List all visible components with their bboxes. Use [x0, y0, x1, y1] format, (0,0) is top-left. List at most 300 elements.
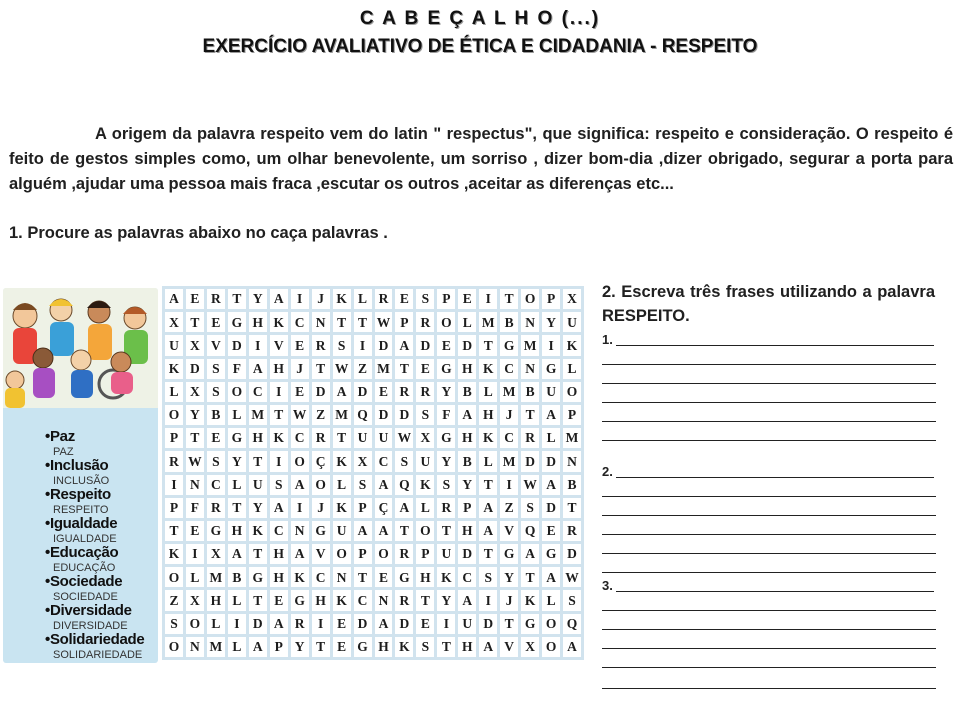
grid-cell[interactable]: H [270, 544, 288, 564]
grid-cell[interactable]: L [165, 382, 183, 402]
grid-cell[interactable]: C [207, 475, 225, 495]
grid-cell[interactable]: T [395, 521, 413, 541]
grid-cell[interactable]: M [207, 637, 225, 657]
grid-cell[interactable]: O [312, 475, 330, 495]
grid-cell[interactable]: R [395, 382, 413, 402]
grid-cell[interactable]: M [249, 405, 267, 425]
grid-cell[interactable]: D [375, 335, 393, 355]
grid-cell[interactable]: C [312, 567, 330, 587]
grid-cell[interactable]: A [479, 521, 497, 541]
grid-cell[interactable]: R [521, 428, 539, 448]
grid-cell[interactable]: L [228, 405, 246, 425]
grid-cell[interactable]: Ç [312, 451, 330, 471]
grid-cell[interactable]: E [291, 335, 309, 355]
answer-line[interactable] [616, 591, 934, 592]
grid-cell[interactable]: N [333, 567, 351, 587]
grid-cell[interactable]: I [291, 289, 309, 309]
grid-cell[interactable]: K [291, 567, 309, 587]
grid-cell[interactable]: V [312, 544, 330, 564]
grid-cell[interactable]: A [395, 498, 413, 518]
grid-cell[interactable]: S [270, 475, 288, 495]
grid-cell[interactable]: E [270, 590, 288, 610]
grid-cell[interactable]: K [165, 544, 183, 564]
grid-cell[interactable]: K [563, 335, 581, 355]
grid-cell[interactable]: E [542, 521, 560, 541]
grid-cell[interactable]: F [228, 359, 246, 379]
grid-cell[interactable]: T [186, 428, 204, 448]
grid-cell[interactable]: G [354, 637, 372, 657]
grid-cell[interactable]: R [312, 335, 330, 355]
grid-cell[interactable]: G [228, 312, 246, 332]
grid-cell[interactable]: L [416, 498, 434, 518]
grid-cell[interactable]: H [458, 359, 476, 379]
grid-cell[interactable]: L [479, 382, 497, 402]
grid-cell[interactable]: S [416, 405, 434, 425]
grid-cell[interactable]: F [186, 498, 204, 518]
grid-cell[interactable]: K [437, 567, 455, 587]
grid-cell[interactable]: D [395, 614, 413, 634]
grid-cell[interactable]: W [521, 475, 539, 495]
grid-cell[interactable]: L [228, 637, 246, 657]
grid-cell[interactable]: K [270, 428, 288, 448]
grid-cell[interactable]: G [437, 428, 455, 448]
grid-cell[interactable]: O [563, 382, 581, 402]
grid-cell[interactable]: S [479, 567, 497, 587]
grid-cell[interactable]: D [312, 382, 330, 402]
grid-cell[interactable]: Y [437, 590, 455, 610]
grid-cell[interactable]: I [479, 289, 497, 309]
grid-cell[interactable]: G [312, 521, 330, 541]
grid-cell[interactable]: T [228, 289, 246, 309]
answer-line[interactable] [602, 440, 936, 441]
grid-cell[interactable]: T [479, 544, 497, 564]
grid-cell[interactable]: D [375, 405, 393, 425]
grid-cell[interactable]: A [228, 544, 246, 564]
grid-cell[interactable]: N [312, 312, 330, 332]
grid-cell[interactable]: G [228, 428, 246, 448]
grid-cell[interactable]: P [542, 289, 560, 309]
grid-cell[interactable]: T [521, 567, 539, 587]
grid-cell[interactable]: S [437, 475, 455, 495]
grid-cell[interactable]: D [521, 451, 539, 471]
grid-cell[interactable]: S [354, 475, 372, 495]
grid-cell[interactable]: O [165, 637, 183, 657]
grid-cell[interactable]: N [563, 451, 581, 471]
grid-cell[interactable]: A [563, 637, 581, 657]
grid-cell[interactable]: M [521, 335, 539, 355]
grid-cell[interactable]: A [542, 405, 560, 425]
grid-cell[interactable]: Y [228, 451, 246, 471]
grid-cell[interactable]: N [186, 637, 204, 657]
grid-cell[interactable]: P [354, 544, 372, 564]
grid-cell[interactable]: L [354, 289, 372, 309]
grid-cell[interactable]: K [521, 590, 539, 610]
grid-cell[interactable]: F [437, 405, 455, 425]
grid-cell[interactable]: A [458, 590, 476, 610]
grid-cell[interactable]: N [521, 359, 539, 379]
grid-cell[interactable]: T [479, 335, 497, 355]
grid-cell[interactable]: N [186, 475, 204, 495]
grid-cell[interactable]: I [479, 590, 497, 610]
grid-cell[interactable]: Ç [375, 498, 393, 518]
grid-cell[interactable]: O [416, 521, 434, 541]
grid-cell[interactable]: T [249, 590, 267, 610]
grid-cell[interactable]: U [249, 475, 267, 495]
grid-cell[interactable]: I [542, 335, 560, 355]
grid-cell[interactable]: Y [249, 289, 267, 309]
grid-cell[interactable]: X [416, 428, 434, 448]
grid-cell[interactable]: O [333, 544, 351, 564]
grid-cell[interactable]: I [249, 335, 267, 355]
grid-cell[interactable]: H [312, 590, 330, 610]
grid-cell[interactable]: I [500, 475, 518, 495]
grid-cell[interactable]: S [207, 382, 225, 402]
grid-cell[interactable]: H [458, 637, 476, 657]
grid-cell[interactable]: G [207, 521, 225, 541]
grid-cell[interactable]: Y [437, 382, 455, 402]
grid-cell[interactable]: C [249, 382, 267, 402]
grid-cell[interactable]: S [165, 614, 183, 634]
grid-cell[interactable]: S [416, 289, 434, 309]
grid-cell[interactable]: B [458, 451, 476, 471]
grid-cell[interactable]: T [437, 521, 455, 541]
grid-cell[interactable]: S [395, 451, 413, 471]
grid-cell[interactable]: T [416, 590, 434, 610]
grid-cell[interactable]: M [207, 567, 225, 587]
grid-cell[interactable]: C [458, 567, 476, 587]
grid-cell[interactable]: H [207, 590, 225, 610]
grid-cell[interactable]: S [416, 637, 434, 657]
grid-cell[interactable]: K [333, 289, 351, 309]
grid-cell[interactable]: E [458, 289, 476, 309]
grid-cell[interactable]: A [270, 614, 288, 634]
answer-line[interactable] [602, 648, 936, 649]
grid-cell[interactable]: U [542, 382, 560, 402]
grid-cell[interactable]: C [500, 428, 518, 448]
grid-cell[interactable]: H [375, 637, 393, 657]
grid-cell[interactable]: U [563, 312, 581, 332]
grid-cell[interactable]: R [291, 614, 309, 634]
grid-cell[interactable]: E [207, 428, 225, 448]
grid-cell[interactable]: P [416, 544, 434, 564]
grid-cell[interactable]: S [207, 451, 225, 471]
grid-cell[interactable]: G [500, 544, 518, 564]
grid-cell[interactable]: E [291, 382, 309, 402]
grid-cell[interactable]: W [563, 567, 581, 587]
grid-cell[interactable]: D [186, 359, 204, 379]
grid-cell[interactable]: A [542, 475, 560, 495]
grid-cell[interactable]: N [375, 590, 393, 610]
grid-cell[interactable]: T [395, 359, 413, 379]
grid-cell[interactable]: A [270, 498, 288, 518]
grid-cell[interactable]: U [458, 614, 476, 634]
grid-cell[interactable]: E [186, 521, 204, 541]
grid-cell[interactable]: L [458, 312, 476, 332]
grid-cell[interactable]: N [521, 312, 539, 332]
answer-line[interactable] [602, 534, 936, 535]
grid-cell[interactable]: H [458, 521, 476, 541]
grid-cell[interactable]: T [270, 405, 288, 425]
grid-cell[interactable]: R [207, 498, 225, 518]
grid-cell[interactable]: B [458, 382, 476, 402]
grid-cell[interactable]: E [395, 289, 413, 309]
grid-cell[interactable]: D [479, 614, 497, 634]
answer-line[interactable] [602, 572, 936, 573]
grid-cell[interactable]: I [291, 498, 309, 518]
grid-cell[interactable]: K [416, 475, 434, 495]
grid-cell[interactable]: Y [249, 498, 267, 518]
grid-cell[interactable]: C [354, 590, 372, 610]
grid-cell[interactable]: I [437, 614, 455, 634]
grid-cell[interactable]: T [521, 405, 539, 425]
grid-cell[interactable]: V [207, 335, 225, 355]
grid-cell[interactable]: S [563, 590, 581, 610]
grid-cell[interactable]: D [354, 382, 372, 402]
grid-cell[interactable]: J [291, 359, 309, 379]
grid-cell[interactable]: A [165, 289, 183, 309]
grid-cell[interactable]: K [270, 312, 288, 332]
grid-cell[interactable]: O [291, 451, 309, 471]
grid-cell[interactable]: A [249, 637, 267, 657]
answer-line[interactable] [602, 364, 936, 365]
grid-cell[interactable]: B [500, 312, 518, 332]
grid-cell[interactable]: K [333, 590, 351, 610]
grid-cell[interactable]: G [521, 614, 539, 634]
grid-cell[interactable]: L [228, 590, 246, 610]
grid-cell[interactable]: O [186, 614, 204, 634]
grid-cell[interactable]: R [395, 590, 413, 610]
grid-cell[interactable]: O [165, 567, 183, 587]
grid-cell[interactable]: Z [312, 405, 330, 425]
answer-line[interactable] [602, 515, 936, 516]
grid-cell[interactable]: E [416, 614, 434, 634]
grid-cell[interactable]: I [228, 614, 246, 634]
grid-cell[interactable]: V [500, 521, 518, 541]
grid-cell[interactable]: H [228, 521, 246, 541]
grid-cell[interactable]: K [479, 428, 497, 448]
grid-cell[interactable]: H [416, 567, 434, 587]
grid-cell[interactable]: D [395, 405, 413, 425]
grid-cell[interactable]: V [500, 637, 518, 657]
grid-cell[interactable]: H [249, 428, 267, 448]
grid-cell[interactable]: K [333, 451, 351, 471]
grid-cell[interactable]: X [186, 382, 204, 402]
grid-cell[interactable]: L [542, 590, 560, 610]
grid-cell[interactable]: H [270, 567, 288, 587]
grid-cell[interactable]: D [228, 335, 246, 355]
grid-cell[interactable]: C [500, 359, 518, 379]
grid-cell[interactable]: U [165, 335, 183, 355]
grid-cell[interactable]: V [270, 335, 288, 355]
grid-cell[interactable]: H [458, 428, 476, 448]
grid-cell[interactable]: W [395, 428, 413, 448]
grid-cell[interactable]: T [165, 521, 183, 541]
grid-cell[interactable]: R [416, 312, 434, 332]
grid-cell[interactable]: G [542, 544, 560, 564]
grid-cell[interactable]: W [291, 405, 309, 425]
grid-cell[interactable]: U [333, 521, 351, 541]
grid-cell[interactable]: P [563, 405, 581, 425]
grid-cell[interactable]: O [521, 289, 539, 309]
grid-cell[interactable]: R [375, 289, 393, 309]
grid-cell[interactable]: B [563, 475, 581, 495]
grid-cell[interactable]: B [228, 567, 246, 587]
grid-cell[interactable]: A [479, 498, 497, 518]
grid-cell[interactable]: O [542, 614, 560, 634]
grid-cell[interactable]: Q [395, 475, 413, 495]
grid-cell[interactable]: D [458, 335, 476, 355]
grid-cell[interactable]: B [521, 382, 539, 402]
grid-cell[interactable]: O [375, 544, 393, 564]
grid-cell[interactable]: X [165, 312, 183, 332]
grid-cell[interactable]: P [165, 498, 183, 518]
grid-cell[interactable]: U [354, 428, 372, 448]
grid-cell[interactable]: I [165, 475, 183, 495]
grid-cell[interactable]: I [186, 544, 204, 564]
grid-cell[interactable]: I [312, 614, 330, 634]
grid-cell[interactable]: K [333, 498, 351, 518]
grid-cell[interactable]: J [500, 405, 518, 425]
grid-cell[interactable]: T [186, 312, 204, 332]
grid-cell[interactable]: T [437, 637, 455, 657]
grid-cell[interactable]: C [291, 312, 309, 332]
grid-cell[interactable]: D [354, 614, 372, 634]
grid-cell[interactable]: L [542, 428, 560, 448]
grid-cell[interactable]: A [542, 567, 560, 587]
grid-cell[interactable]: P [395, 312, 413, 332]
grid-cell[interactable]: P [270, 637, 288, 657]
grid-cell[interactable]: Q [521, 521, 539, 541]
answer-line[interactable] [616, 477, 934, 478]
grid-cell[interactable]: R [563, 521, 581, 541]
grid-cell[interactable]: L [479, 451, 497, 471]
grid-cell[interactable]: Y [500, 567, 518, 587]
grid-cell[interactable]: I [354, 335, 372, 355]
grid-cell[interactable]: H [479, 405, 497, 425]
grid-cell[interactable]: E [437, 335, 455, 355]
grid-cell[interactable]: M [563, 428, 581, 448]
grid-cell[interactable]: O [165, 405, 183, 425]
grid-cell[interactable]: G [291, 590, 309, 610]
grid-cell[interactable]: E [375, 382, 393, 402]
grid-cell[interactable]: D [458, 544, 476, 564]
grid-cell[interactable]: L [207, 614, 225, 634]
grid-cell[interactable]: E [333, 637, 351, 657]
grid-cell[interactable]: T [500, 614, 518, 634]
grid-cell[interactable]: M [500, 382, 518, 402]
grid-cell[interactable]: D [542, 451, 560, 471]
grid-cell[interactable]: J [312, 498, 330, 518]
grid-cell[interactable]: L [333, 475, 351, 495]
grid-cell[interactable]: U [416, 451, 434, 471]
grid-cell[interactable]: S [521, 498, 539, 518]
grid-cell[interactable]: Z [354, 359, 372, 379]
grid-cell[interactable]: T [333, 428, 351, 448]
grid-cell[interactable]: Z [500, 498, 518, 518]
grid-cell[interactable]: X [354, 451, 372, 471]
grid-cell[interactable]: W [333, 359, 351, 379]
grid-cell[interactable]: S [207, 359, 225, 379]
grid-cell[interactable]: X [563, 289, 581, 309]
grid-cell[interactable]: A [333, 382, 351, 402]
grid-cell[interactable]: Y [437, 451, 455, 471]
grid-cell[interactable]: T [563, 498, 581, 518]
grid-cell[interactable]: G [395, 567, 413, 587]
grid-cell[interactable]: E [375, 567, 393, 587]
answer-line[interactable] [602, 629, 936, 630]
grid-cell[interactable]: X [207, 544, 225, 564]
grid-cell[interactable]: M [333, 405, 351, 425]
grid-cell[interactable]: K [249, 521, 267, 541]
answer-line[interactable] [602, 383, 936, 384]
grid-cell[interactable]: T [354, 567, 372, 587]
grid-cell[interactable]: T [354, 312, 372, 332]
grid-cell[interactable]: U [437, 544, 455, 564]
grid-cell[interactable]: X [186, 590, 204, 610]
grid-cell[interactable]: T [249, 451, 267, 471]
grid-cell[interactable]: L [563, 359, 581, 379]
grid-cell[interactable]: R [437, 498, 455, 518]
answer-line[interactable] [602, 688, 936, 689]
answer-line[interactable] [602, 421, 936, 422]
grid-cell[interactable]: D [249, 614, 267, 634]
grid-cell[interactable]: T [500, 289, 518, 309]
grid-cell[interactable]: A [375, 475, 393, 495]
grid-cell[interactable]: Y [458, 475, 476, 495]
grid-cell[interactable]: Z [165, 590, 183, 610]
grid-cell[interactable]: D [542, 498, 560, 518]
grid-cell[interactable]: C [291, 428, 309, 448]
grid-cell[interactable]: A [354, 521, 372, 541]
grid-cell[interactable]: N [291, 521, 309, 541]
grid-cell[interactable]: P [165, 428, 183, 448]
answer-line[interactable] [602, 553, 936, 554]
grid-cell[interactable]: A [479, 637, 497, 657]
grid-cell[interactable]: R [312, 428, 330, 448]
grid-cell[interactable]: K [165, 359, 183, 379]
grid-cell[interactable]: T [249, 544, 267, 564]
grid-cell[interactable]: H [270, 359, 288, 379]
grid-cell[interactable]: E [416, 359, 434, 379]
grid-cell[interactable]: T [312, 637, 330, 657]
grid-cell[interactable]: X [521, 637, 539, 657]
grid-cell[interactable]: R [395, 544, 413, 564]
grid-cell[interactable]: Q [354, 405, 372, 425]
grid-cell[interactable]: J [500, 590, 518, 610]
grid-cell[interactable]: A [375, 521, 393, 541]
grid-cell[interactable]: R [416, 382, 434, 402]
grid-cell[interactable]: A [375, 614, 393, 634]
grid-cell[interactable]: D [563, 544, 581, 564]
grid-cell[interactable]: A [291, 544, 309, 564]
grid-cell[interactable]: O [228, 382, 246, 402]
grid-cell[interactable]: B [207, 405, 225, 425]
answer-line[interactable] [616, 345, 934, 346]
grid-cell[interactable]: W [186, 451, 204, 471]
grid-cell[interactable]: A [521, 544, 539, 564]
grid-cell[interactable]: I [270, 451, 288, 471]
grid-cell[interactable]: O [542, 637, 560, 657]
grid-cell[interactable]: A [249, 359, 267, 379]
grid-cell[interactable]: A [395, 335, 413, 355]
grid-cell[interactable]: K [479, 359, 497, 379]
grid-cell[interactable]: R [165, 451, 183, 471]
grid-cell[interactable]: G [437, 359, 455, 379]
grid-cell[interactable]: X [186, 335, 204, 355]
answer-line[interactable] [602, 610, 936, 611]
grid-cell[interactable]: C [270, 521, 288, 541]
grid-cell[interactable]: Y [186, 405, 204, 425]
